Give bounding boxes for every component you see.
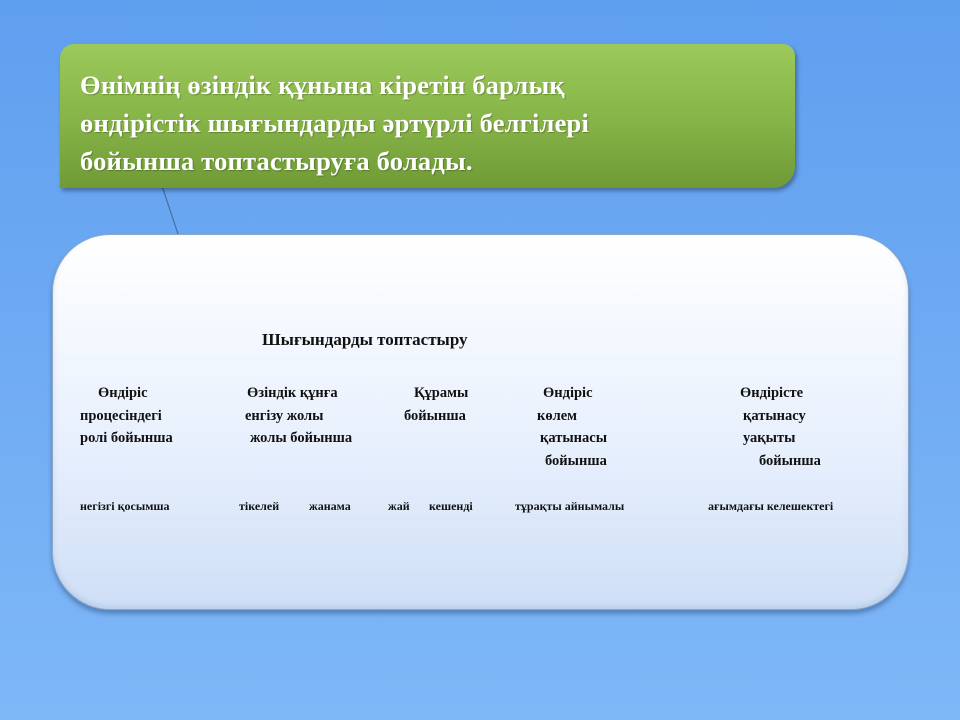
category-line: бойынша [404,407,466,424]
callout-banner [60,44,795,188]
category-line: енгізу жолы [245,407,324,424]
category-line: Өзіндік құнға [247,385,338,401]
category-line: қатынасу [743,407,806,424]
callout-line: өндірістік шығындарды әртүрлі белгілері [80,108,590,138]
subtype-fixed-variable: тұрақты айнымалы [515,499,625,513]
callout-line: бойынша топтастыруға болады. [80,146,473,176]
category-production-volume [537,382,607,472]
category-participation-time [740,382,821,472]
category-line: Өндіріс [543,385,593,401]
callout-line: Өнімнің өзіндік құнына кіретін барлық [80,70,565,100]
category-line: ролі бойынша [80,430,173,446]
subtype-current-future: ағымдағы келешектегі [708,499,834,513]
category-line: бойынша [759,452,821,469]
subtype-complex: кешенді [429,499,473,513]
category-line: Өндірісте [740,385,804,401]
panel-heading: Шығындарды топтастыру [262,330,468,349]
category-line: процесіндегі [80,407,162,424]
category-line: қатынасы [540,430,608,446]
category-line: уақыты [743,430,796,446]
category-production-role [80,382,173,450]
category-line: Өндіріс [98,385,148,401]
category-composition [404,382,468,427]
subtype-main-auxiliary: негізгі қосымша [80,499,170,513]
callout-text [80,66,781,180]
category-line: бойынша [545,452,607,469]
category-line: көлем [537,407,578,424]
category-line: Құрамы [414,385,469,401]
subtype-direct: тікелей [239,499,280,513]
subtype-simple: жай [388,499,410,513]
subtype-indirect: жанама [309,499,351,513]
category-line: жолы бойынша [250,430,353,446]
category-cost-inclusion [245,382,352,450]
